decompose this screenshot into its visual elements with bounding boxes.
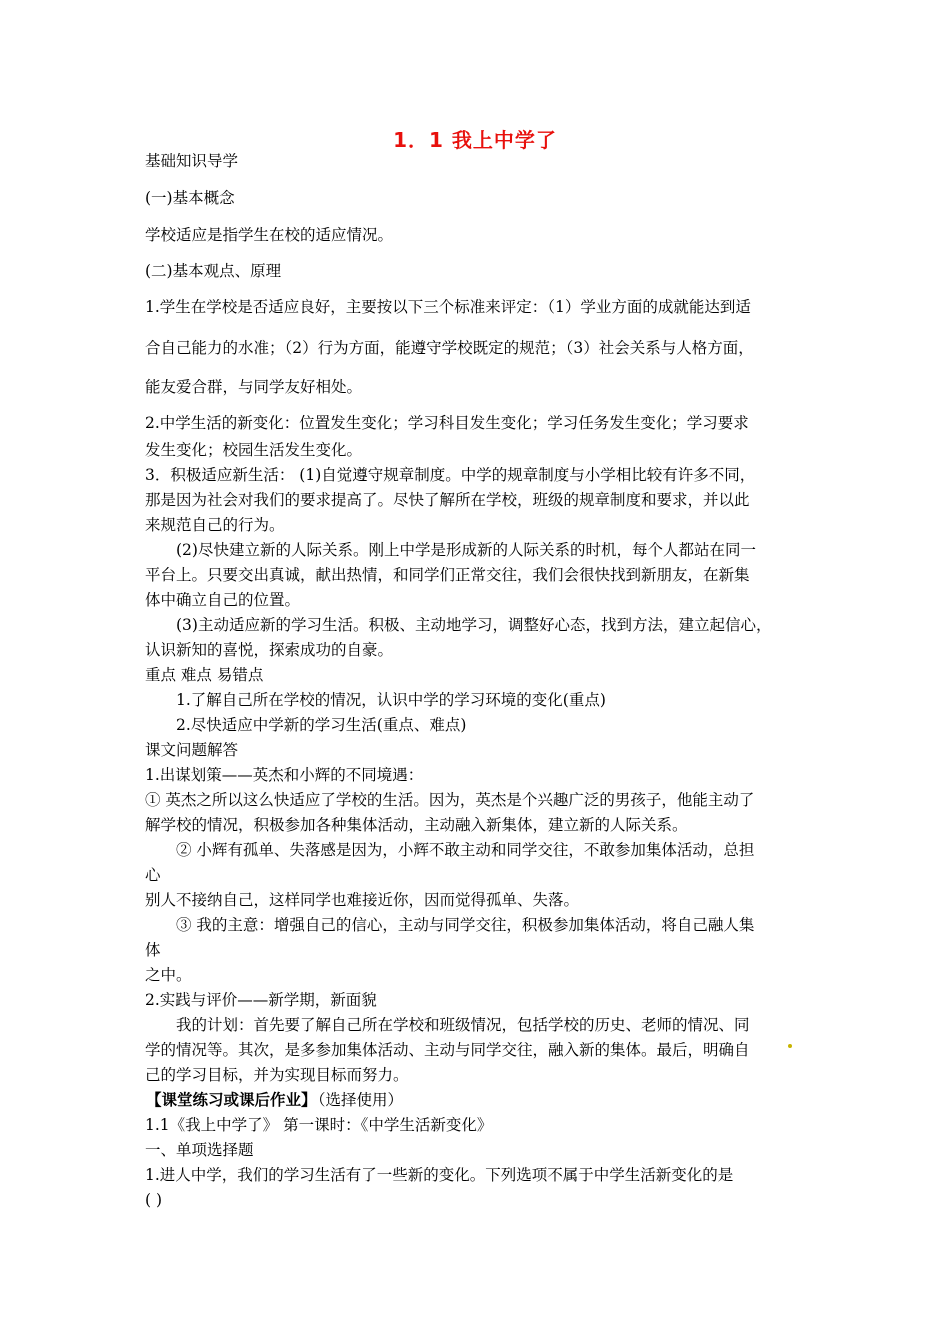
exercise-heading: 【课堂练习或课后作业】 — [146, 1090, 317, 1109]
page-title: 1．1 我上中学了 — [393, 128, 557, 152]
text-line: 平台上。只要交出真诚，献出热情，和同学们正常交往，我们会很快找到新朋友，在新集 — [145, 566, 750, 584]
text-line: 之中。 — [145, 966, 192, 984]
section-heading: 课文问题解答 — [145, 741, 239, 759]
answer-blank: ( ) — [145, 1191, 163, 1209]
section-heading: 基础知识导学 — [145, 152, 239, 170]
text-line: (3)主动适应新的学习生活。积极、主动地学习，调整好心态，找到方法，建立起信心， — [176, 616, 772, 634]
text-line: 己的学习目标，并为实现目标而努力。 — [145, 1066, 409, 1084]
text-line: 解学校的情况，积极参加各种集体活动，主动融入新集体，建立新的人际关系。 — [145, 816, 688, 834]
text-line: 2.中学生活的新变化：位置发生变化；学习科目发生变化；学习任务发生变化；学习要求 — [145, 414, 749, 432]
text-line: (2)尽快建立新的人际关系。刚上中学是形成新的人际关系的时机，每个人都站在同一 — [176, 541, 756, 559]
exercise-note: （选择使用） — [310, 1091, 404, 1109]
text-line: 合自己能力的水准；（2）行为方面，能遵守学校既定的规范；（3）社会关系与人格方面， — [145, 339, 754, 357]
text-line: 体 — [145, 941, 161, 959]
text-line: 认识新知的喜悦，探索成功的自豪。 — [145, 641, 394, 659]
text-line: 别人不接纳自己，这样同学也难接近你，因而觉得孤单、失落。 — [145, 891, 580, 909]
section-heading: 重点 难点 易错点 — [145, 666, 264, 684]
text-line: 1.出谋划策——英杰和小辉的不同境遇： — [145, 766, 424, 784]
text-line: 1.1《我上中学了》 第一课时：《中学生活新变化》 — [145, 1116, 493, 1134]
subsection-heading: (一)基本概念 — [145, 189, 235, 207]
text-line: 能友爱合群，与同学友好相处。 — [145, 378, 363, 396]
text-line: ② 小辉有孤单、失落感是因为，小辉不敢主动和同学交往，不敢参加集体活动，总担 — [176, 841, 755, 859]
text-line: 体中确立自己的位置。 — [145, 591, 301, 609]
text-line: 2.实践与评价——新学期，新面貌 — [145, 991, 377, 1009]
text-line: 一、单项选择题 — [145, 1141, 254, 1159]
text-line: 那是因为社会对我们的要求提高了。尽快了解所在学校，班级的规章制度和要求，并以此 — [145, 491, 750, 509]
text-line: 3．积极适应新生活： (1)自觉遵守规章制度。中学的规章制度与小学相比较有许多不同， — [145, 466, 756, 484]
question-text: 1.进人中学，我们的学习生活有了一些新的变化。下列选项不属于中学生活新变化的是 — [145, 1166, 734, 1184]
text-line: ③ 我的主意：增强自己的信心，主动与同学交往，积极参加集体活动，将自己融人集 — [176, 916, 755, 934]
subsection-heading: (二)基本观点、原理 — [145, 262, 282, 280]
text-line: 学的情况等。其次，是多参加集体活动、主动与同学交往，融入新的集体。最后，明确自 — [145, 1041, 750, 1059]
decorative-dot — [788, 1044, 792, 1048]
text-line: 心 — [145, 866, 161, 884]
text-line: 来规范自己的行为。 — [145, 516, 285, 534]
text-line: 学校适应是指学生在校的适应情况。 — [145, 226, 394, 244]
text-line: ① 英杰之所以这么快适应了学校的生活。因为，英杰是个兴趣广泛的男孩子，他能主动了 — [145, 791, 755, 809]
list-item: 1.了解自己所在学校的情况，认识中学的学习环境的变化(重点) — [176, 691, 606, 709]
text-line: 1.学生在学校是否适应良好，主要按以下三个标准来评定：（1）学业方面的成就能达到适 — [145, 298, 751, 316]
text-line: 发生变化；校园生活发生变化。 — [145, 441, 363, 459]
list-item: 2.尽快适应中学新的学习生活(重点、难点) — [176, 716, 467, 734]
text-line: 我的计划：首先要了解自己所在学校和班级情况，包括学校的历史、老师的情况、同 — [176, 1016, 750, 1034]
